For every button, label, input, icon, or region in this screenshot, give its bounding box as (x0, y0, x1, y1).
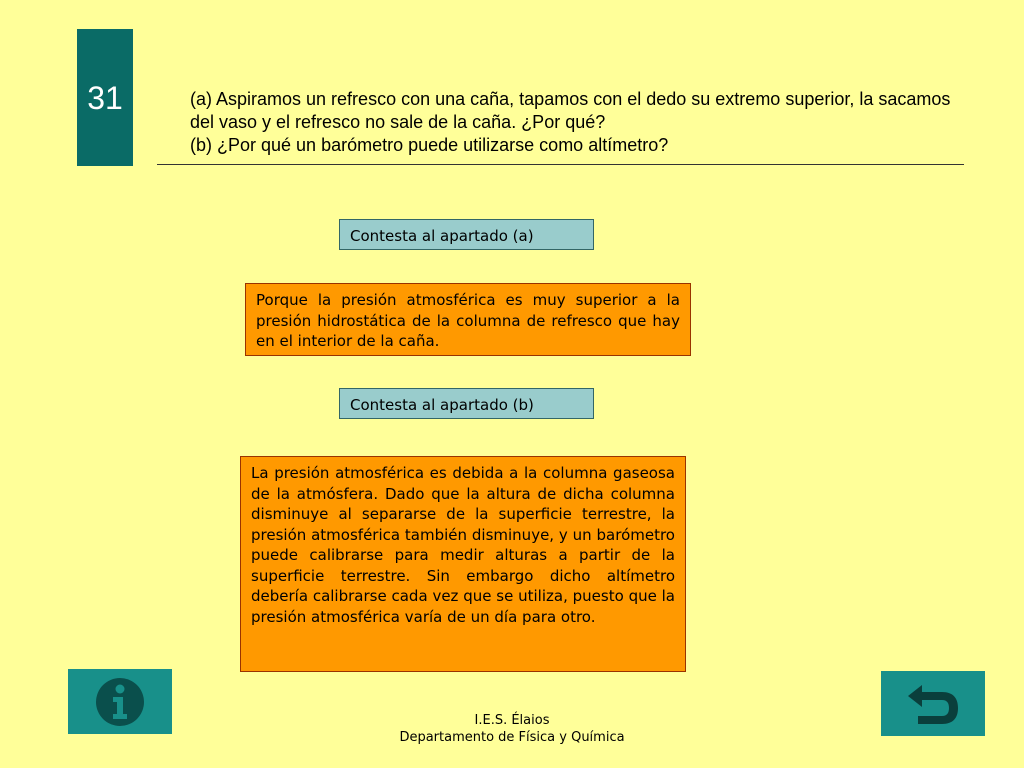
footer (312, 712, 712, 746)
answer-b-box: La presión atmosférica es debida a la columna gaseosa de la atmósfera. Dado que la altura de dicha columna disminuye al separarse de la superficie terrestre, la presión atmosférica también disminuye, y un barómetro puede calibrarse para medir alturas a partir de la superficie terrestre. Sin embargo dicho altímetro debería calibrarse cada vez que se utiliza, puesto que la presión atmosférica varía de un día para otro. (240, 456, 686, 672)
question-a: (a) Aspiramos un refresco con una caña, tapamos con el dedo su extremo superior, la sacamos del vaso y el refresco no sale de la caña. ¿Por qué? (190, 89, 951, 132)
answer-b-button[interactable]: Contesta al apartado (b) (339, 388, 594, 419)
footer-school: I.E.S. Élaios (474, 713, 550, 728)
answer-a-box: Porque la presión atmosférica es muy superior a la presión hidrostática de la columna de refresco que hay en el interior de la caña. (245, 283, 691, 356)
info-button[interactable] (68, 669, 172, 734)
slide-number: 31 (77, 29, 133, 166)
footer-department: Departamento de Física y Química (399, 730, 625, 745)
answer-a-button[interactable]: Contesta al apartado (a) (339, 219, 594, 250)
question-text (190, 88, 960, 157)
question-b: (b) ¿Por qué un barómetro puede utilizarse como altímetro? (190, 135, 669, 155)
title-divider (157, 164, 964, 165)
return-arrow-icon (904, 679, 962, 729)
info-icon (94, 676, 146, 728)
return-button[interactable] (881, 671, 985, 736)
